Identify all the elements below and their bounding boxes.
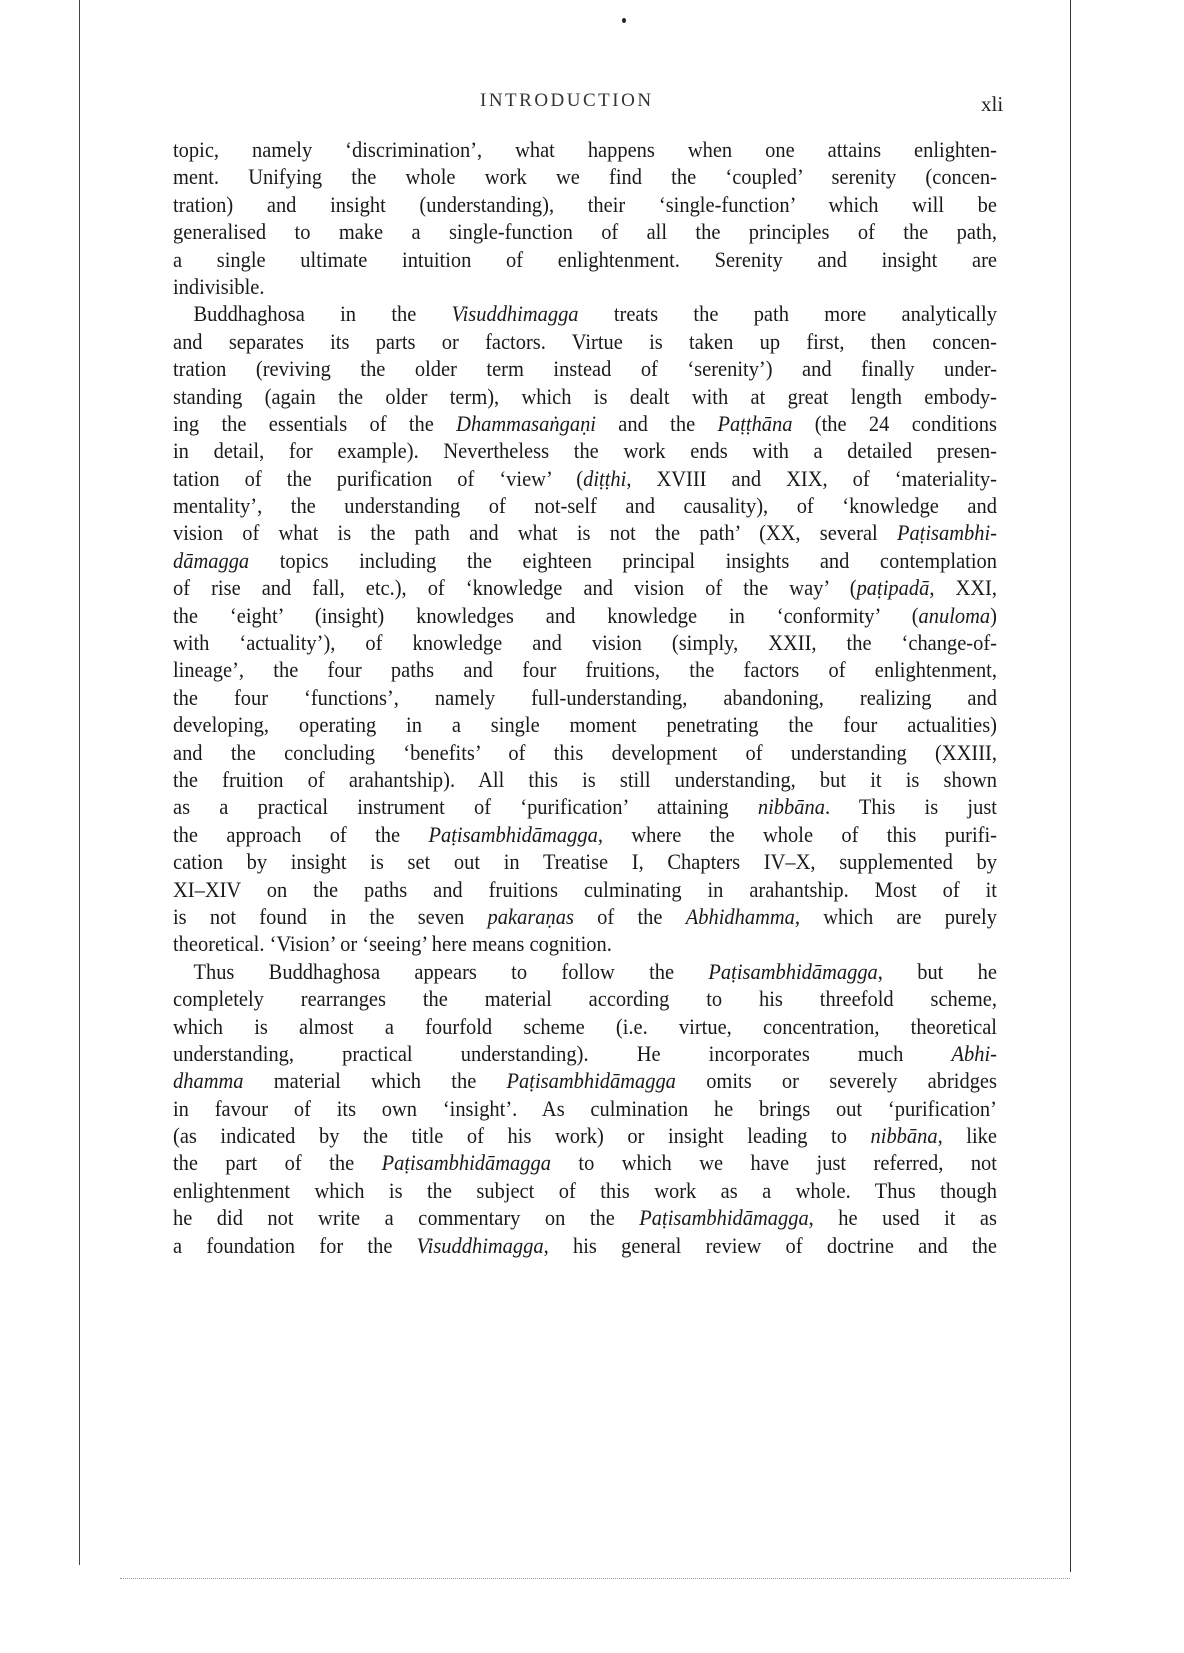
text-run: to which we have just referred, not: [550, 1150, 997, 1176]
text-run: . This is just: [824, 794, 997, 820]
italic-term: Visuddhimagga: [451, 301, 579, 327]
text-run: ): [990, 602, 997, 628]
text-run: topic, namely ‘discrimination’, what happens when one attains enlighten-: [173, 137, 997, 162]
text-line: [173, 1149, 997, 1176]
italic-term: Paṭisambhidāmagga: [381, 1150, 551, 1176]
text-run: the fruition of arahantship). All this is still understanding, but it is shown: [173, 766, 997, 792]
text-run: the approach of the: [173, 821, 429, 847]
body-text: [173, 136, 997, 1259]
text-line: [173, 711, 997, 738]
italic-term: Paṭisambhidāmagga: [708, 958, 878, 984]
italic-term: Abhidhamma: [685, 903, 795, 929]
text-run: enlightenment which is the subject of this work as a whole. Thus though: [173, 1177, 997, 1203]
text-run: tration (reviving the older term instead of ‘serenity’) and finally under-: [173, 356, 997, 382]
text-run: ing the essentials of the: [173, 410, 457, 436]
text-run: of rise and fall, etc.), of ‘knowledge and vision of the way’ (: [173, 575, 857, 601]
italic-term: diṭṭhi: [583, 465, 627, 491]
italic-term: Dhammasaṅgaṇi: [456, 410, 596, 436]
text-run: , his general review of doctrine and the: [543, 1232, 997, 1258]
scan-edge-bottom: [120, 1578, 1070, 1580]
text-run: which is almost a fourfold scheme (i.e. virtue, concentration, theoretical: [173, 1013, 997, 1039]
text-line: [173, 218, 997, 245]
text-run: cation by insight is set out in Treatise I, Chapters IV–X, supplemented by: [173, 849, 997, 875]
text-line: [173, 629, 997, 656]
text-line: [173, 739, 997, 766]
text-line: [173, 163, 997, 190]
text-run: topics including the eighteen principal insights and contemplation: [249, 547, 997, 573]
text-line: [173, 821, 997, 848]
text-line: [173, 1122, 997, 1149]
italic-term: Paṭisambhi-: [896, 520, 997, 546]
scan-speck: [622, 18, 626, 23]
text-run: tation of the purification of ‘view’ (: [173, 465, 584, 491]
text-run: in detail, for example). Nevertheless the work ends with a detailed presen-: [173, 438, 997, 464]
text-run: standing (again the older term), which is dealt with at great length embody-: [173, 383, 997, 409]
text-line: [173, 684, 997, 711]
text-run: of the: [573, 903, 686, 929]
italic-term: anuloma: [918, 602, 991, 628]
text-run: the ‘eight’ (insight) knowledges and knowledge in ‘conformity’ (: [173, 602, 919, 628]
text-line: [173, 465, 997, 492]
text-run: , which are purely: [794, 903, 997, 929]
text-line: [173, 1040, 997, 1067]
italic-term: Abhi-: [951, 1040, 997, 1066]
text-run: is not found in the seven: [173, 903, 488, 929]
text-run: he did not write a commentary on the: [173, 1205, 640, 1231]
text-run: (the 24 conditions: [792, 410, 997, 436]
text-line: [173, 1204, 997, 1231]
text-run: theoretical. ‘Vision’ or ‘seeing’ here means cognition.: [173, 931, 612, 957]
text-line: [173, 273, 997, 300]
text-run: (as indicated by the title of his work) or insight leading to: [173, 1123, 871, 1149]
text-line: [173, 383, 997, 410]
italic-term: dāmagga: [173, 547, 250, 573]
text-run: lineage’, the four paths and four fruitions, the factors of enlightenment,: [173, 657, 997, 683]
text-line: [173, 547, 997, 574]
italic-term: nibbāna: [757, 794, 825, 820]
text-run: in favour of its own ‘insight’. As culmination he brings out ‘purification’: [173, 1095, 997, 1121]
text-run: completely rearranges the material according to his threefold scheme,: [173, 986, 997, 1012]
text-run: mentality’, the understanding of not-self and causality), of ‘knowledge and: [173, 493, 997, 519]
text-line: [173, 876, 997, 903]
text-line: [173, 1067, 997, 1094]
text-line: [173, 1177, 997, 1204]
italic-term: Paṭisambhidāmagga: [428, 821, 598, 847]
text-run: and the concluding ‘benefits’ of this development of understanding (XXIII,: [173, 739, 997, 765]
text-run: developing, operating in a single moment penetrating the four actualities): [173, 712, 997, 738]
text-line: [173, 793, 997, 820]
text-run: treats the path more analytically: [578, 301, 997, 327]
text-run: indivisible.: [173, 273, 265, 299]
text-run: vision of what is the path and what is not the path’ (XX, several: [173, 520, 897, 546]
text-run: material which the: [243, 1068, 507, 1094]
text-line: [173, 328, 997, 355]
italic-term: dhamma: [173, 1068, 244, 1094]
text-line: [173, 985, 997, 1012]
text-run: ment. Unifying the whole work we find the ‘coupled’ serenity (concen-: [173, 164, 997, 190]
text-run: the four ‘functions’, namely full-understanding, abandoning, realizing and: [173, 684, 997, 710]
text-line: [173, 766, 997, 793]
text-run: Buddhaghosa in the: [193, 301, 452, 327]
text-line: [173, 300, 997, 327]
italic-term: Visuddhimagga: [416, 1232, 544, 1258]
text-run: the part of the: [173, 1150, 382, 1176]
text-line: [173, 848, 997, 875]
text-run: , but he: [877, 958, 997, 984]
text-run: a foundation for the: [173, 1232, 417, 1258]
text-line: [173, 191, 997, 218]
text-run: , he used it as: [808, 1205, 997, 1231]
text-run: as a practical instrument of ‘purification’ attaining: [173, 794, 758, 820]
text-run: XI–XIV on the paths and fruitions culminating in arahantship. Most of it: [173, 876, 997, 902]
italic-term: Paṭisambhidāmagga: [506, 1068, 676, 1094]
text-line: [173, 1013, 997, 1040]
running-head: INTRODUCTION: [480, 90, 654, 111]
italic-term: Paṭisambhidāmagga: [639, 1205, 809, 1231]
text-run: , XVIII and XIX, of ‘materiality-: [626, 465, 997, 491]
text-line: [173, 1095, 997, 1122]
text-run: with ‘actuality’), of knowledge and vision (simply, XXII, the ‘change-of-: [173, 630, 997, 656]
text-run: and the: [595, 410, 718, 436]
text-line: [173, 903, 997, 930]
text-run: , XXI,: [929, 575, 997, 601]
text-line: [173, 355, 997, 382]
text-line: [173, 519, 997, 546]
italic-term: Paṭṭhāna: [717, 410, 793, 436]
italic-term: pakaraṇas: [487, 903, 574, 929]
text-line: [173, 656, 997, 683]
text-run: , where the whole of this purifi-: [597, 821, 997, 847]
text-run: omits or severely abridges: [675, 1068, 997, 1094]
text-line: [173, 602, 997, 629]
text-line: [173, 574, 997, 601]
text-run: understanding, practical understanding). He incorporates much: [173, 1040, 952, 1066]
italic-term: paṭipadā: [856, 575, 930, 601]
text-line: [173, 958, 997, 985]
scan-edge-right: [1070, 0, 1071, 1572]
text-run: generalised to make a single-function of all the principles of the path,: [173, 219, 997, 245]
text-line: [173, 492, 997, 519]
text-run: a single ultimate intuition of enlightenment. Serenity and insight are: [173, 246, 997, 272]
text-run: , like: [937, 1123, 997, 1149]
text-run: Thus Buddhaghosa appears to follow the: [193, 958, 709, 984]
text-line: [173, 246, 997, 273]
text-line: [173, 437, 997, 464]
text-line: [173, 1232, 997, 1259]
text-line: [173, 410, 997, 437]
page-number: xli: [981, 92, 1004, 116]
text-run: tration) and insight (understanding), their ‘single-function’ which will be: [173, 191, 997, 217]
text-line: [173, 930, 997, 957]
italic-term: nibbāna: [870, 1123, 938, 1149]
text-line: [173, 136, 997, 163]
scan-edge-left: [79, 0, 80, 1565]
text-run: and separates its parts or factors. Virtue is taken up first, then concen-: [173, 328, 997, 354]
